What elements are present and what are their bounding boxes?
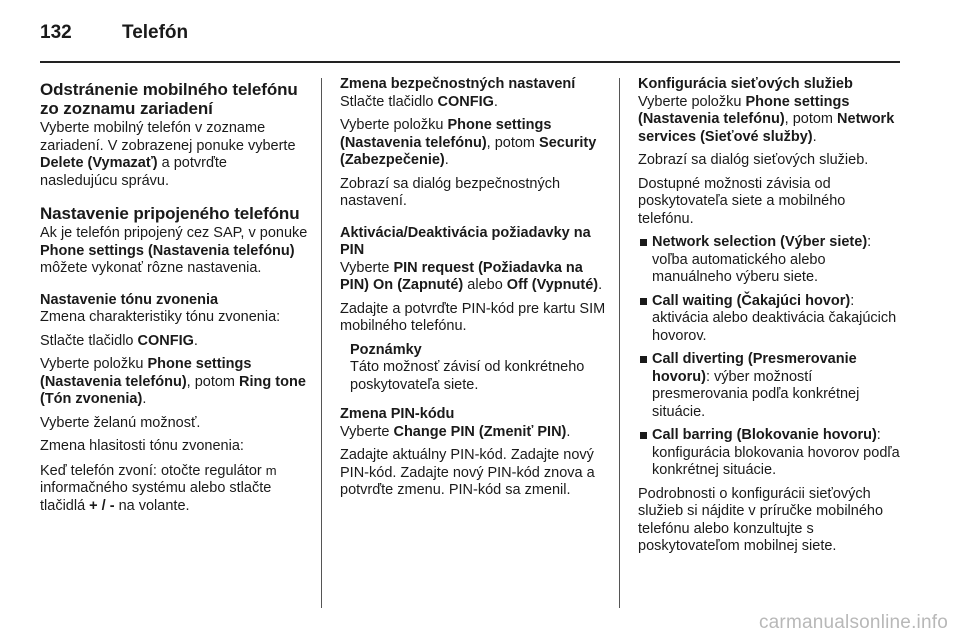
paragraph-select-ringtone: Vyberte položku Phone settings (Nastavenia telefónu), potom Ring tone (Tón zvonenia). [40, 356, 306, 407]
column-divider-2 [619, 78, 620, 608]
bullet-call-diverting: Call diverting (Presmerovanie hovoru): výber možností presmerovania podľa konkrétnej situácie. [638, 351, 903, 421]
paragraph-pin-steps: Zadajte aktuálny PIN-kód. Zadajte nový PIN-kód. Zadajte nový PIN-kód znova a potvrďte zmenu. PIN-kód sa zmenil. [340, 447, 595, 498]
heading-connected-phone-settings: Nastavenie pripojeného telefónu [40, 204, 300, 223]
paragraph-security-dialog: Zobrazí sa dialóg bezpečnostných nastavení. [340, 175, 561, 209]
paragraph-volume-instructions: Keď telefón zvoní: otočte regulátor m informačného systému alebo stlačte tlačidlá + / - na volante. [40, 462, 277, 514]
paragraph-select-security: Vyberte položku Phone settings (Nastavenia telefónu), potom Security (Zabezpečenie). [340, 117, 597, 168]
note-title: Poznámky [350, 341, 422, 358]
page-header [40, 17, 188, 49]
paragraph-volume-change: Zmena hlasitosti tónu zvonenia: [40, 438, 244, 454]
volume-knob-icon: m [265, 462, 277, 478]
paragraph-ringtone-change: Zmena charakteristiky tónu zvonenia: [40, 309, 281, 325]
bullet-network-selection: Network selection (Výber siete): voľba automatického alebo manuálneho výberu siete. [638, 234, 903, 287]
heading-ringtone: Nastavenie tónu zvonenia [40, 291, 219, 308]
note-box [350, 342, 608, 395]
paragraph-select-option: Vyberte želanú možnosť. [40, 414, 201, 431]
column-3 [638, 76, 903, 562]
bullet-call-barring: Call barring (Blokovanie hovoru): konfigurácia blokovania hovorov podľa konkrétnej situácie. [638, 427, 903, 480]
column-1 [40, 76, 308, 521]
paragraph-options-depend: Dostupné možnosti závisia od poskytovateľa siete a mobilného telefónu. [638, 175, 846, 227]
paragraph-change-pin: Vyberte Change PIN (Zmeniť PIN). [340, 423, 571, 440]
paragraph-enter-pin: Zadajte a potvrďte PIN-kód pre kartu SIM mobilného telefónu. [340, 300, 606, 334]
heading-pin-request: Aktivácia/Deaktivácia požiadavky na PIN [340, 224, 591, 258]
heading-change-pin: Zmena PIN-kódu [340, 406, 455, 422]
column-2 [340, 76, 608, 506]
paragraph-connected-phone: Ak je telefón pripojený cez SAP, v ponuke Phone settings (Nastavenia telefónu) môžete vykonať rôzne nastavenia. [40, 225, 308, 276]
heading-remove-phone: Odstránenie mobilného telefónu zo zoznamu zariadení [40, 80, 298, 118]
paragraph-remove-phone: Vyberte mobilný telefón v zozname zariadení. V zobrazenej ponuke vyberte Delete (Vymazať) a potvrďte nasledujúcu správu. [40, 120, 296, 189]
paragraph-press-config: Stlačte tlačidlo CONFIG. [40, 332, 198, 349]
header-rule [40, 61, 900, 63]
note-text: Táto možnosť závisí od konkrétneho poskytovateľa siete. [350, 359, 585, 393]
watermark: carmanualsonline.info [758, 612, 948, 633]
heading-network-services: Konfigurácia sieťových služieb [638, 76, 853, 92]
paragraph-select-network: Vyberte položku Phone settings (Nastavenia telefónu), potom Network services (Sieťové služby). [638, 93, 895, 145]
column-divider-1 [321, 78, 322, 608]
chapter-title: Telefón [122, 22, 189, 43]
paragraph-network-dialog: Zobrazí sa dialóg sieťových služieb. [638, 152, 869, 168]
paragraph-pin-request: Vyberte PIN request (Požiadavka na PIN) On (Zapnuté) alebo Off (Vypnuté). [340, 259, 603, 293]
paragraph-press-config-2: Stlačte tlačidlo CONFIG. [340, 93, 498, 110]
heading-security-settings: Zmena bezpečnostných nastavení [340, 76, 576, 92]
bullet-call-waiting: Call waiting (Čakajúci hovor): aktivácia alebo deaktivácia čakajúcich hovorov. [638, 293, 903, 346]
page-number: 132 [40, 22, 72, 43]
paragraph-details: Podrobnosti o konfigurácii sieťových služieb si nájdite v príručke mobilného telefónu alebo konzultujte s poskytovateľom mobilnej siete. [638, 485, 884, 554]
